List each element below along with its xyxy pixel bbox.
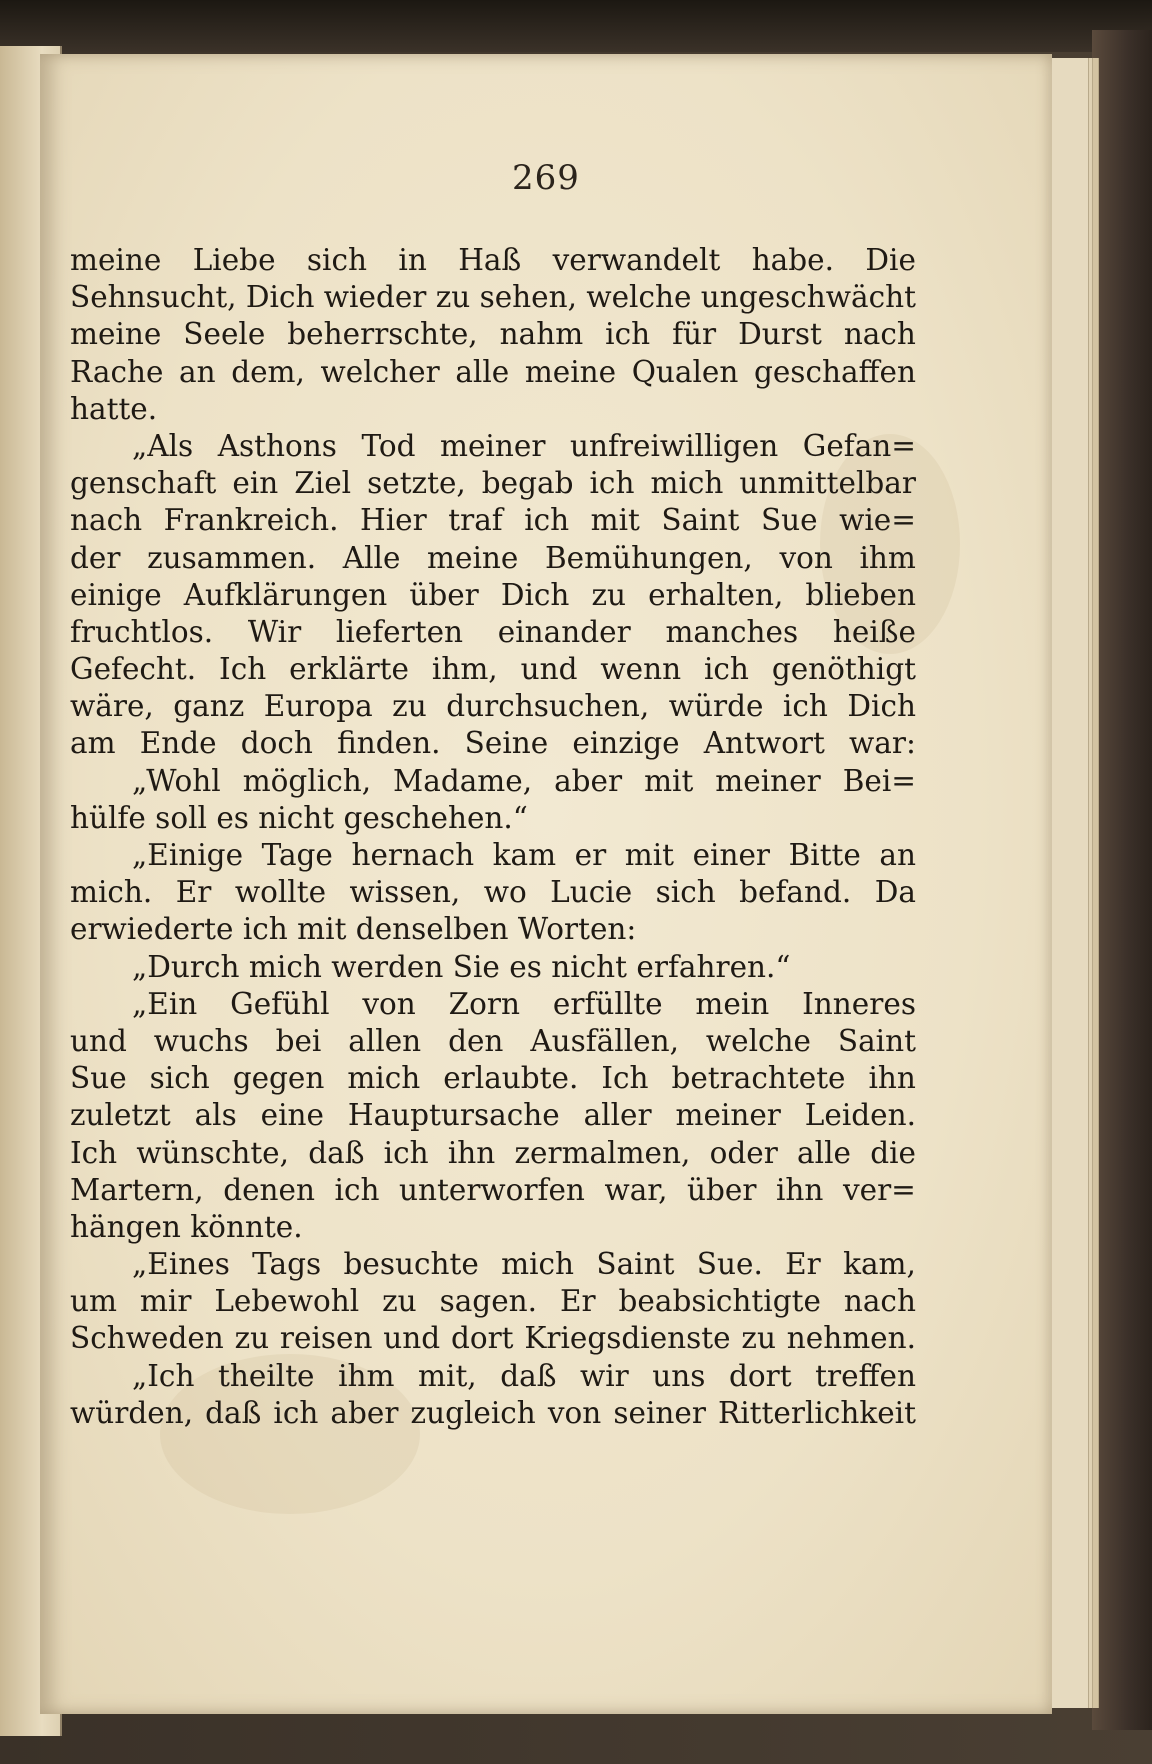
text-line: hatte. [70,391,158,426]
page-number: 269 [512,158,580,198]
text-line: genschaft ein Ziel setzte, begab ich mich unmittelbar [70,466,916,501]
page-stack-edge [1048,58,1089,1708]
text-line: und wuchs bei allen den Ausfällen, welche Saint [70,1023,916,1058]
binding-top-edge [0,0,1152,52]
text-line: meine Seele beherrschte, nahm ich für Durst nach [70,317,916,352]
text-line: Gefecht. Ich erklärte ihm, und wenn ich genöthigt [70,652,916,687]
body-text [70,242,916,1432]
text-line: Ich wünschte, daß ich ihn zermalmen, oder alle die [70,1135,916,1170]
text-line: Schweden zu reisen und dort Kriegsdienste zu nehmen. [70,1321,916,1356]
book-cover-edge [1092,30,1152,1730]
text-line: „Durch mich werden Sie es nicht erfahren.“ [132,949,791,984]
text-line: nach Frankreich. Hier traf ich mit Saint Sue wie= [70,503,916,538]
text-line: um mir Lebewohl zu sagen. Er beabsichtigte nach [70,1284,916,1319]
text-line: zuletzt als eine Hauptursache aller meiner Leiden. [70,1098,916,1133]
text-line: einige Aufklärungen über Dich zu erhalten, blieben [70,577,916,612]
text-line: „Als Asthons Tod meiner unfreiwilligen Gefan= [132,428,916,463]
text-line: fruchtlos. Wir lieferten einander manches heiße [70,614,916,649]
text-line: Sehnsucht, Dich wieder zu sehen, welche ungeschwächt [70,280,916,315]
text-line: hängen könnte. [70,1209,303,1244]
text-line: „Wohl möglich, Madame, aber mit meiner Bei= [132,763,916,798]
text-line: Martern, denen ich unterworfen war, über ihn ver= [70,1172,916,1207]
text-line: erwiederte ich mit denselben Worten: [70,912,637,947]
text-line: meine Liebe sich in Haß verwandelt habe. Die [70,243,916,277]
book-page [40,54,1052,1714]
text-line: „Ein Gefühl von Zorn erfüllte mein Inneres [132,986,916,1021]
text-line: würden, daß ich aber zugleich von seiner Ritterlichkeit [70,1395,916,1430]
text-line: Rache an dem, welcher alle meine Qualen geschaffen [70,354,916,389]
text-line: „Eines Tags besuchte mich Saint Sue. Er kam, [132,1247,916,1282]
text-line: „Einige Tage hernach kam er mit einer Bitte an [132,838,916,872]
text-line: wäre, ganz Europa zu durchsuchen, würde ich Dich [70,689,916,724]
text-line: hülfe soll es nicht geschehen.“ [70,800,528,835]
text-line: am Ende doch finden. Seine einzige Antwort war: [70,726,916,761]
text-line: „Ich theilte ihm mit, daß wir uns dort treffen [132,1358,916,1393]
text-line: Sue sich gegen mich erlaubte. Ich betrachtete ihn [70,1061,916,1096]
text-line: der zusammen. Alle meine Bemühungen, von ihm [70,540,916,575]
text-line: mich. Er wollte wissen, wo Lucie sich befand. Da [70,875,916,910]
